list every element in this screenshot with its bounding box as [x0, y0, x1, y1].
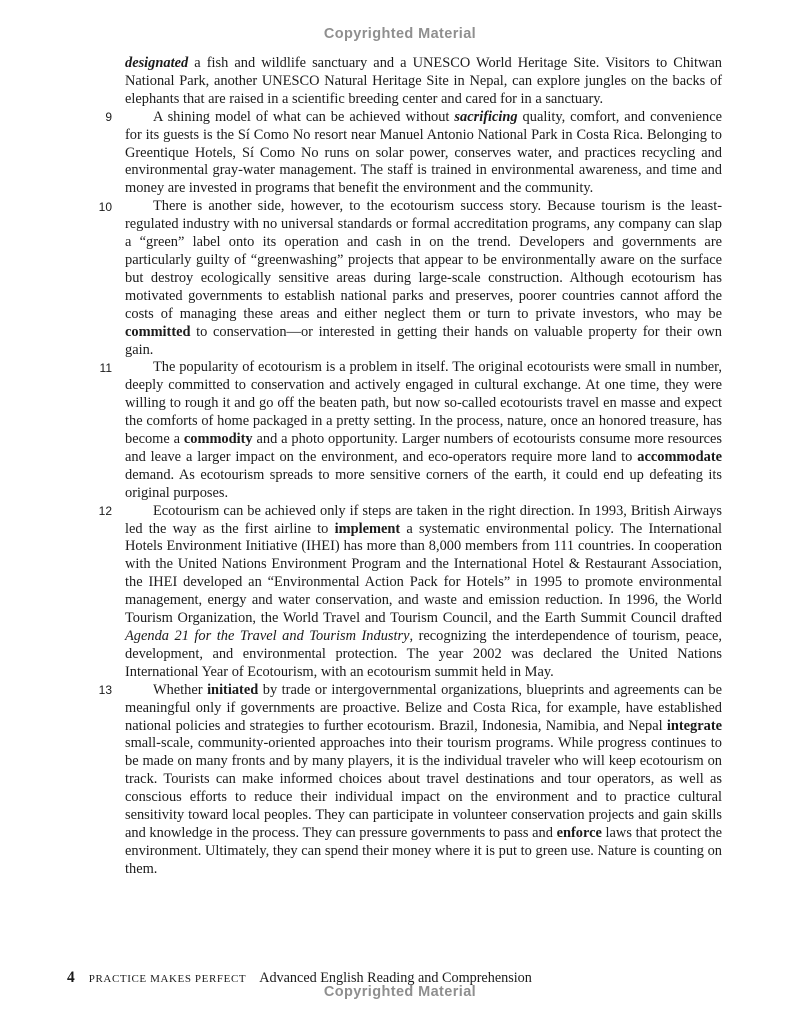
- paragraph: [98, 502, 722, 682]
- page-number: 4: [67, 969, 75, 986]
- paragraph: [98, 198, 722, 359]
- paragraph-number: 10: [98, 199, 112, 214]
- text-run: integrate: [666, 717, 722, 734]
- text-run: There is another side, however, to the ecotourism success story. Because tourism is the least-regulated industry with no universal standards or formal accreditation programs, any company can slap a “green” label onto its operation and cash in on the trend. Developers and governments are particularly guilty of “greenwashing” projects that appear to be environmentally aware on the surface but destroy ecologically sensitive areas during large-scale construction. Although ecotourism has motivated governments to establish national parks and preserves, poorer countries cannot afford the costs of managing these areas and either neglect them or turn to private investors, who may be: [125, 198, 722, 322]
- text-run: committed: [125, 323, 191, 340]
- text-run: Ecotourism can be achieved only if steps are taken in the right direction. In 1993, British Airways led the way as the first airline to: [125, 502, 722, 537]
- paragraph: [99, 359, 722, 502]
- paragraph-number: 9: [105, 110, 112, 125]
- article-body: [98, 55, 723, 879]
- text-run: demand. As ecotourism spreads to more sensitive corners of the earth, it could end up defeating its original purposes.: [125, 466, 722, 501]
- paragraph: [105, 108, 722, 199]
- text-run: small-scale, community-oriented approaches into their tourism programs. While progress continues to be made on many fronts and by many players, it is the individual traveler who will keep ecotourism on track. Tourists can make informed choices about travel destinations and tour operators, as well as conscious efforts to reduce their individual impact on the environment and to practice cultural sensitivity toward local peoples. They can participate in volunteer conservation projects and gain skills and knowledge in the process. They can pressure governments to pass and: [125, 735, 722, 841]
- text-run: The popularity of ecotourism is a problem in itself. The original ecotourists were small in number, deeply committed to conservation and actively engaged in cultural exchange. At one time, they were willing to rough it and go off the beaten path, but now so-called ecotourists travel en masse and expect the comforts of home packaged in a pretty setting. In the process, nature, once an honored treasure, has become a: [125, 359, 722, 448]
- text-run: A shining model of what can be achieved without: [153, 108, 455, 125]
- text-run: implement: [334, 520, 401, 537]
- text-run: to conservation—or interested in getting their hands on valuable property for their own gain.: [125, 323, 722, 358]
- text-run: by trade or intergovernmental organizations, blueprints and agreements can be meaningful only if governments are proactive. Belize and Costa Rica, for example, have established national policies and strategies to further ecotourism. Brazil, Indonesia, Namibia, and Nepal: [125, 681, 723, 734]
- copyright-watermark-bottom: Copyrighted Material: [323, 984, 477, 1000]
- text-run: , recognizing the interdependence of tourism, peace, development, and environmental protection. The year 2002 was declared the United Nations International Year of Ecotourism, with an ecotourism summit held in May.: [125, 628, 722, 680]
- text-run: accommodate: [637, 448, 722, 465]
- paragraph-number: 13: [98, 683, 112, 698]
- text-run: a fish and wildlife sanctuary and a UNESCO World Heritage Site. Visitors to Chitwan National Park, another UNESCO Natural Heritage Site in Nepal, can explore jungles on the backs of elephants that are raised in a scientific breeding center and cared for in a sanctuary.: [125, 55, 722, 107]
- text-run: Whether: [153, 681, 208, 698]
- paragraph-number: 12: [98, 504, 112, 519]
- text-run: laws that protect the environment. Ultimately, they can spend their money where it is put to green use. Nature is counting on them.: [125, 824, 722, 877]
- text-run: designated: [125, 55, 189, 71]
- text-run: commodity: [183, 431, 253, 448]
- paragraph: [98, 681, 723, 879]
- text-run: quality, comfort, and convenience for its guests is the Sí Como No resort near Manuel Antonio National Park in Costa Rica. Belonging to Greentique Hotels, Sí Como No runs on solar power, conserves water, and practices recycling and environmental gray-water management. The staff is trained in environmental awareness, and time and money are invested in programs that benefit the environment and the community.: [125, 108, 722, 197]
- paragraph-number: 11: [99, 360, 112, 375]
- series-title: PRACTICE MAKES PERFECT: [88, 973, 247, 985]
- text-run: Agenda 21 for the Travel and Tourism Industry: [125, 628, 410, 644]
- copyright-watermark-top: Copyrighted Material: [323, 26, 477, 42]
- text-run: initiated: [207, 681, 259, 698]
- text-run: sacrificing: [454, 108, 518, 125]
- text-run: and a photo opportunity. Larger numbers of ecotourists consume more resources and leave a larger impact on the environment, and eco-operators require more land to: [125, 431, 722, 465]
- book-title: Advanced English Reading and Comprehension: [259, 970, 532, 986]
- text-run: enforce: [556, 824, 602, 841]
- paragraph: [125, 55, 722, 109]
- text-run: a systematic environmental policy. The International Hotels Environment Initiative (IHEI) has more than 8,000 members from 111 countries. In cooperation with the United Nations Environment Program and the International Hotel & Restaurant Association, the IHEI developed an “Environmental Action Pack for Hotels” in 1995 to promote environmental management, energy and water conservation, and waste and emission reduction. In 1996, the World Tourism Organization, the World Travel and Tourism Council, and the Earth Summit Council drafted: [125, 520, 722, 627]
